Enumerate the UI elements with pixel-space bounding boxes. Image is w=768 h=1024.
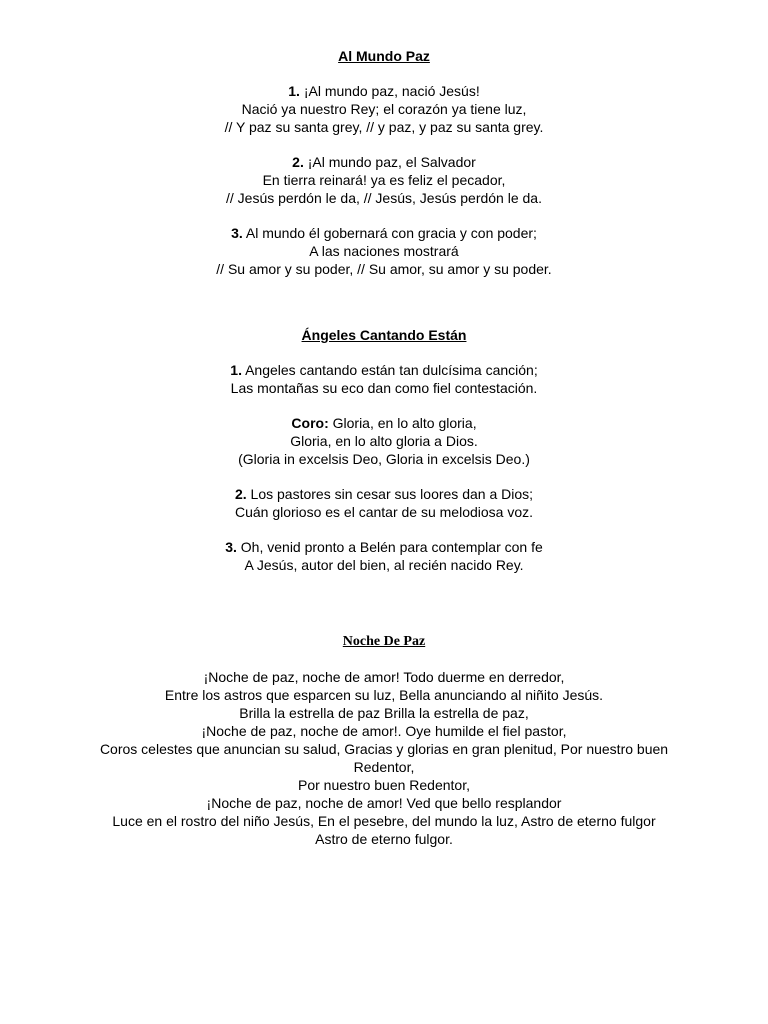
- stanza: [60, 538, 708, 574]
- stanza: [80, 668, 688, 848]
- stanza-line: Luce en el rostro del niño Jesús, En el pesebre, del mundo la luz, Astro de eterno fulgor: [112, 813, 656, 829]
- song-noche-de-paz: [80, 633, 688, 848]
- stanza-line: ¡Noche de paz, noche de amor! Ved que bello resplandor: [206, 795, 562, 811]
- stanza-line: Cuán glorioso es el cantar de su melodiosa voz.: [234, 504, 534, 520]
- stanza-number: 2.: [292, 154, 304, 170]
- stanza-line: Las montañas su eco dan como fiel contestación.: [230, 380, 538, 396]
- stanza-line: [60, 153, 708, 171]
- stanza-line: [60, 361, 708, 379]
- stanza-line: Gloria, en lo alto gloria a Dios.: [290, 433, 478, 449]
- song-angeles-cantando-estan: [60, 326, 708, 574]
- stanza-line: Brilla la estrella de paz Brilla la estrella de paz,: [239, 705, 529, 721]
- stanza-number: 1.: [288, 83, 300, 99]
- stanza-line: Entre los astros que esparcen su luz, Bella anunciando al niñito Jesús.: [164, 687, 604, 703]
- stanza-line: (Gloria in excelsis Deo, Gloria in excelsis Deo.): [238, 451, 530, 467]
- stanza-line: [60, 485, 708, 503]
- stanza-line: [60, 224, 708, 242]
- stanza-line: [60, 414, 708, 432]
- stanza-number: 1.: [230, 362, 242, 378]
- stanza-line: A Jesús, autor del bien, al recién nacido Rey.: [244, 557, 524, 573]
- song-title: Ángeles Cantando Están: [301, 327, 467, 343]
- stanza-line: En tierra reinará! ya es feliz el pecador,: [262, 172, 506, 188]
- song-title: Al Mundo Paz: [338, 48, 430, 64]
- lyric-text: ¡Al mundo paz, nació Jesús!: [299, 83, 480, 99]
- stanza-line: // Y paz su santa grey, // y paz, y paz su santa grey.: [224, 119, 544, 135]
- stanza-number: 3.: [225, 539, 237, 555]
- stanza-line: ¡Noche de paz, noche de amor!. Oye humilde el fiel pastor,: [201, 723, 567, 739]
- stanza-line: A las naciones mostrará: [309, 243, 459, 259]
- stanza-line: [60, 82, 708, 100]
- stanza: [60, 82, 708, 136]
- stanza-line: Coros celestes que anuncian su salud, Gracias y glorias en gran plenitud, Por nuestro buen Redentor,: [99, 741, 669, 775]
- stanza-line: [60, 538, 708, 556]
- lyric-text: ¡Al mundo paz, el Salvador: [303, 154, 476, 170]
- stanza-line: Nació ya nuestro Rey; el corazón ya tiene luz,: [241, 101, 527, 117]
- chorus: [60, 414, 708, 468]
- lyric-text: Oh, venid pronto a Belén para contemplar con fe: [236, 539, 543, 555]
- stanza-number: 3.: [231, 225, 243, 241]
- stanza: [60, 485, 708, 521]
- stanza-number: 2.: [234, 486, 247, 502]
- lyric-text: Al mundo él gobernará con gracia y con poder;: [242, 225, 537, 241]
- stanza: [60, 224, 708, 278]
- stanza-line: Astro de eterno fulgor.: [315, 831, 453, 847]
- stanza-line: Por nuestro buen Redentor,: [297, 777, 470, 793]
- stanza-line: ¡Noche de paz, noche de amor! Todo duerme en derredor,: [203, 669, 565, 685]
- chorus-label: Coro:: [291, 415, 329, 431]
- stanza: [60, 361, 708, 397]
- lyric-text: Angeles cantando están tan dulcísima canción;: [241, 362, 538, 378]
- stanza-line: // Su amor y su poder, // Su amor, su amor y su poder.: [216, 261, 552, 277]
- stanza-line: // Jesús perdón le da, // Jesús, Jesús perdón le da.: [226, 190, 542, 206]
- song-al-mundo-paz: [60, 47, 708, 278]
- song-title: Noche De Paz: [342, 634, 426, 649]
- lyric-text: Gloria, en lo alto gloria,: [328, 415, 477, 431]
- stanza: [60, 153, 708, 207]
- lyric-text: Los pastores sin cesar sus loores dan a Dios;: [246, 486, 534, 502]
